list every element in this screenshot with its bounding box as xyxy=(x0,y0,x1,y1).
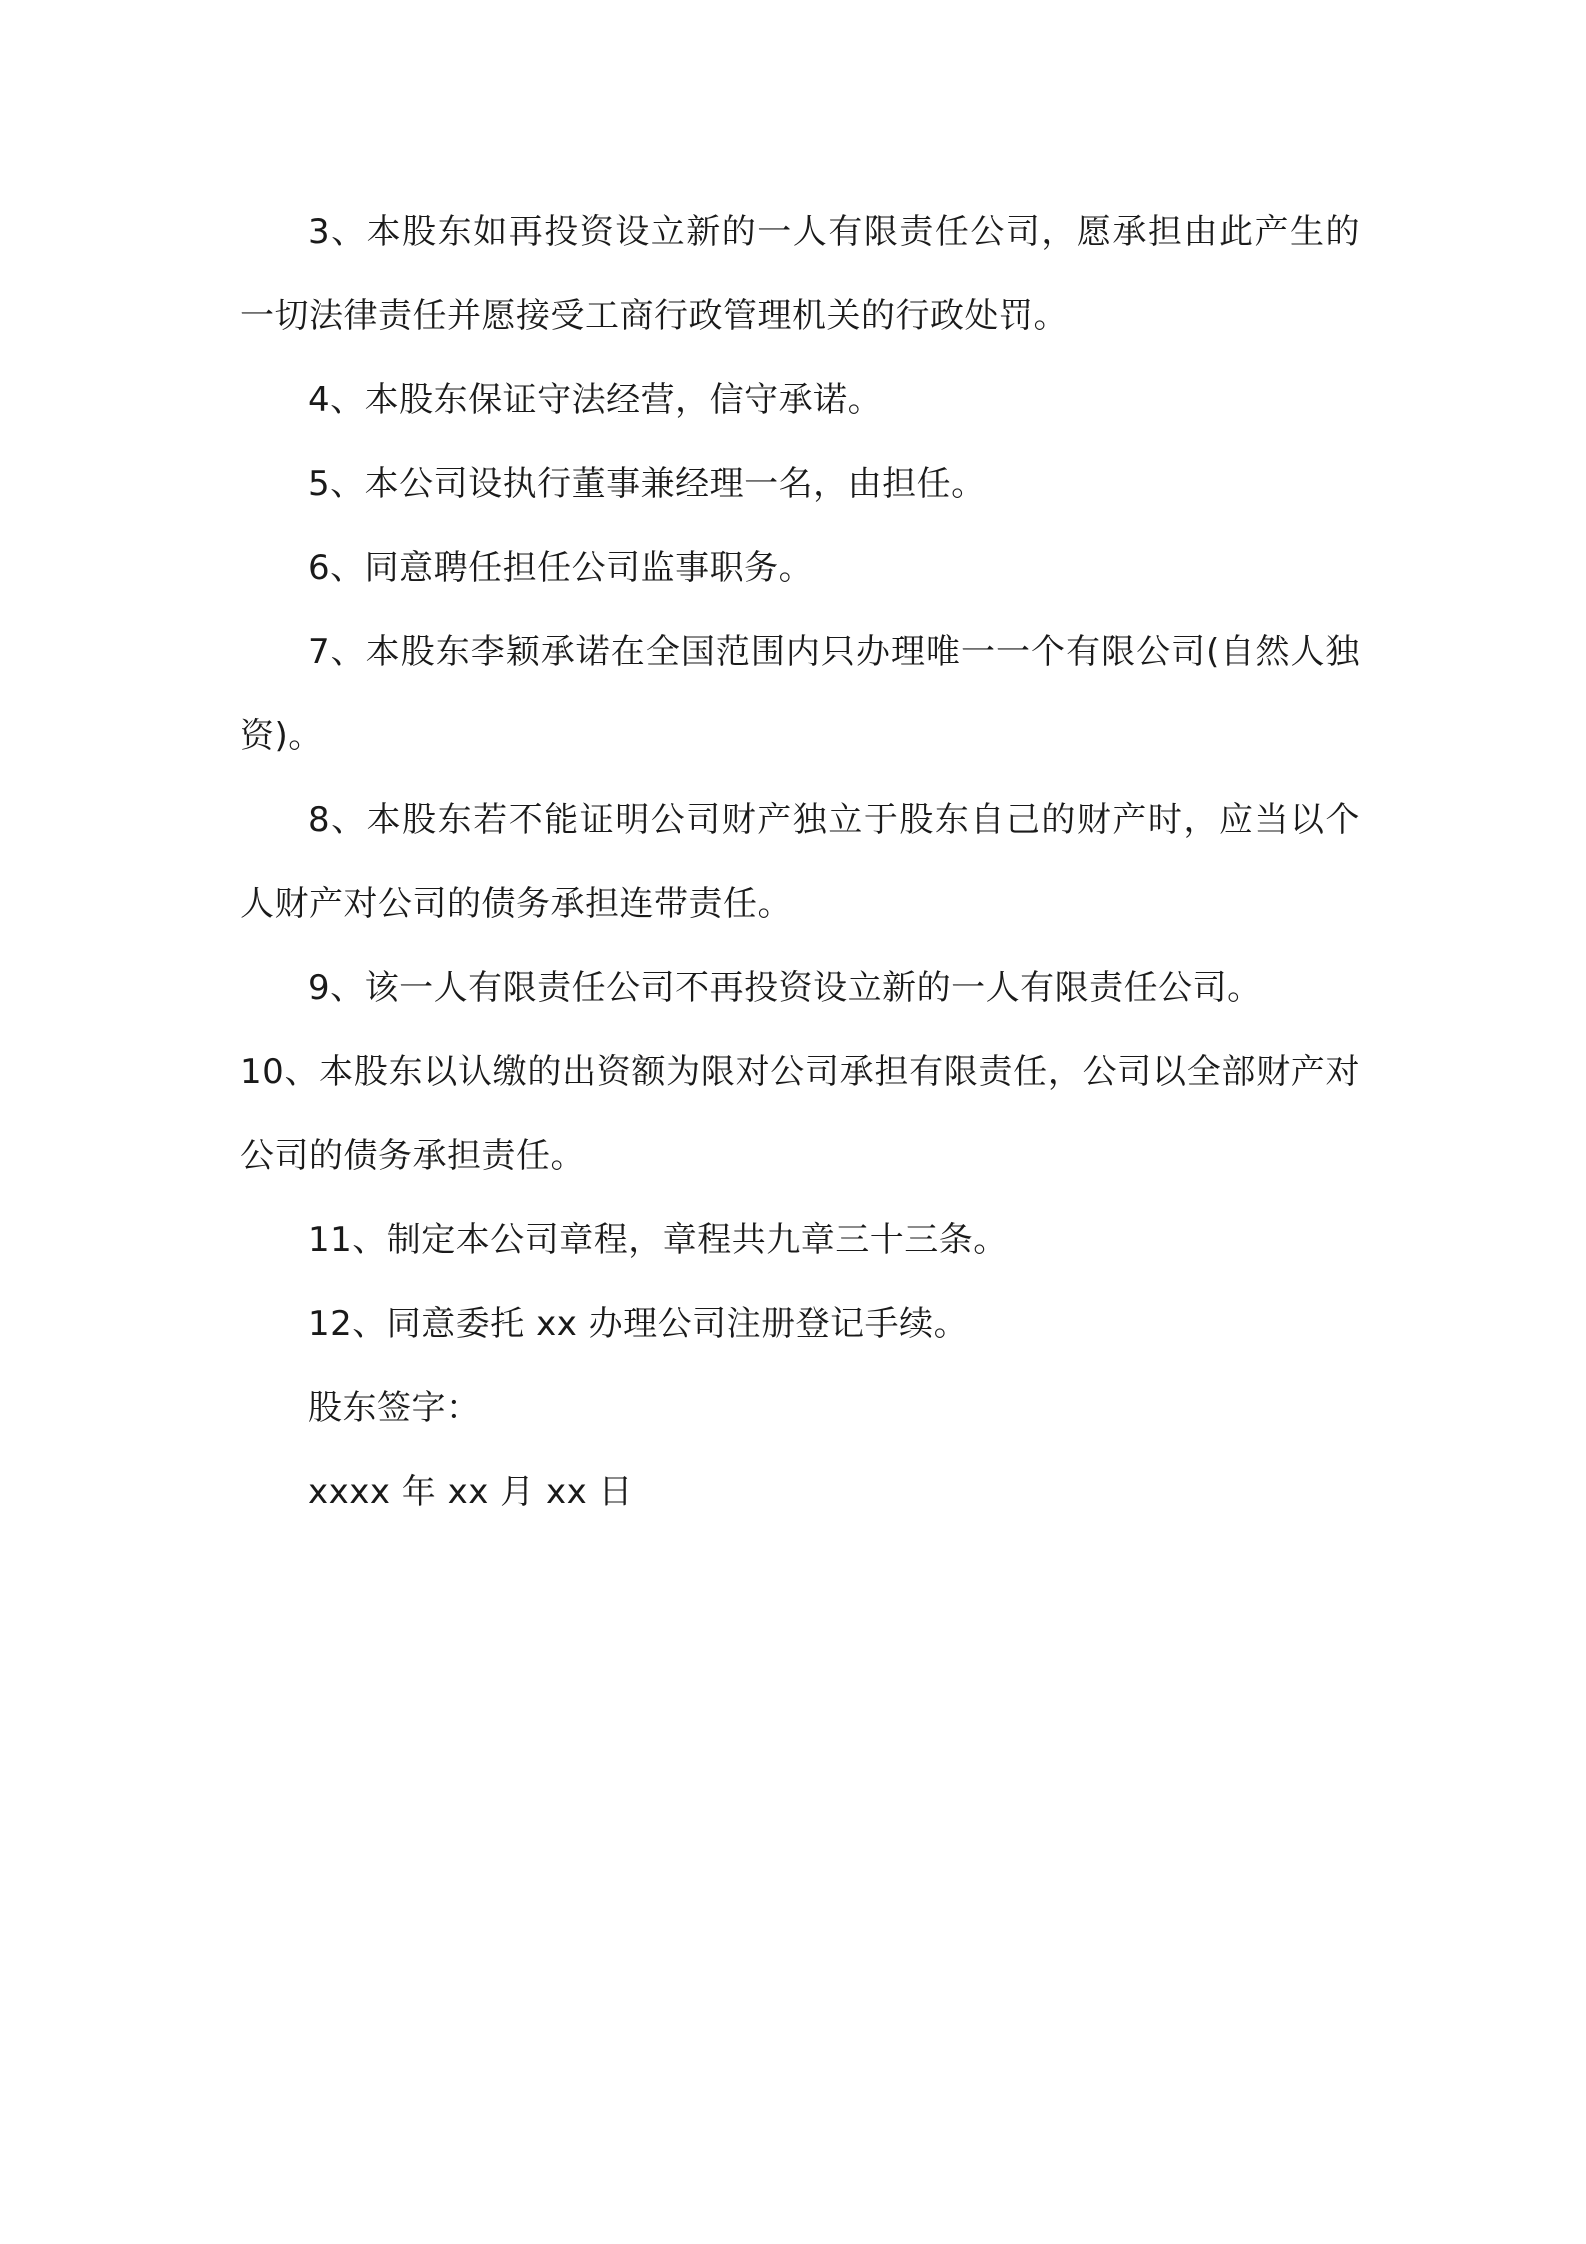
clause-8: 8、本股东若不能证明公司财产独立于股东自己的财产时，应当以个人财产对公司的债务承担连带责任。 xyxy=(240,800,1360,924)
clause-6: 6、同意聘任担任公司监事职务。 xyxy=(308,548,814,588)
clause-10: 10、本股东以认缴的出资额为限对公司承担有限责任，公司以全部财产对公司的债务承担责任。 xyxy=(240,1052,1360,1176)
clause-7: 7、本股东李颖承诺在全国范围内只办理唯一一个有限公司(自然人独资)。 xyxy=(240,632,1360,756)
clause-9: 9、该一人有限责任公司不再投资设立新的一人有限责任公司。 xyxy=(308,968,1262,1008)
clause-4: 4、本股东保证守法经营，信守承诺。 xyxy=(308,380,883,420)
clause-12: 12、同意委托 xx 办理公司注册登记手续。 xyxy=(308,1304,969,1344)
clause-3: 3、本股东如再投资设立新的一人有限责任公司，愿承担由此产生的一切法律责任并愿接受工商行政管理机关的行政处罚。 xyxy=(240,212,1360,336)
clause-11: 11、制定本公司章程，章程共九章三十三条。 xyxy=(308,1220,1008,1260)
signature-date: xxxx 年 xx 月 xx 日 xyxy=(308,1472,634,1512)
clause-5: 5、本公司设执行董事兼经理一名，由担任。 xyxy=(308,464,986,504)
document-body xyxy=(240,190,1360,1534)
signature-label: 股东签字： xyxy=(308,1388,481,1428)
